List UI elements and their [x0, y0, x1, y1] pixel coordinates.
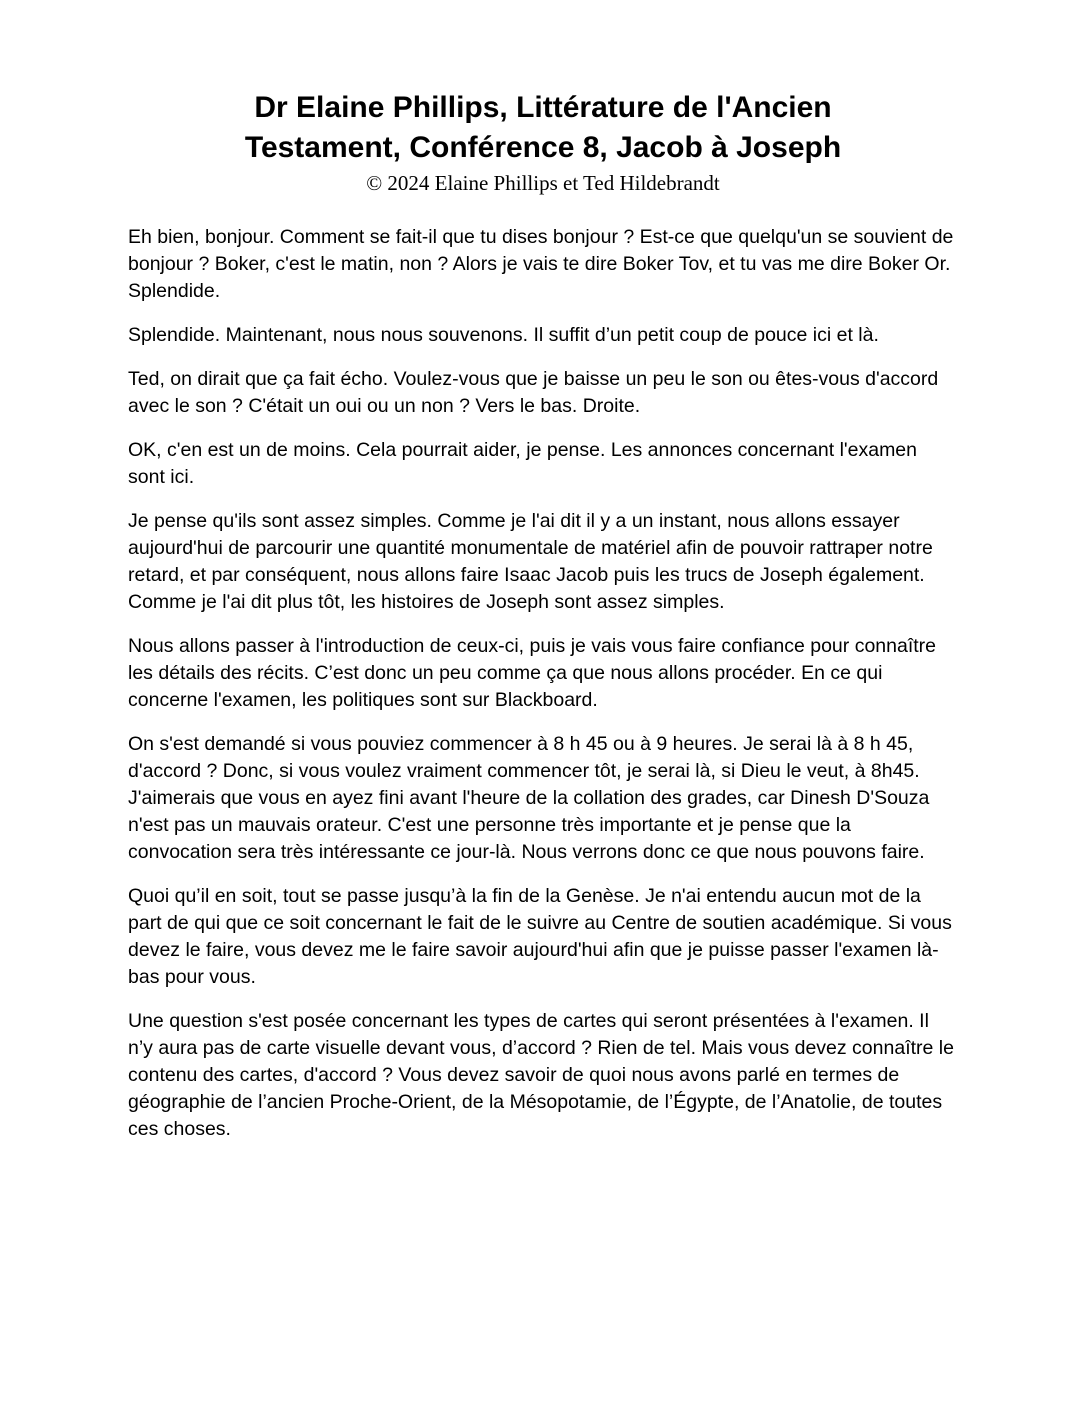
paragraph-6: Nous allons passer à l'introduction de ceux-ci, puis je vais vous faire confiance pour connaître les détails des récits. C’est donc un peu comme ça que nous allons procéder. En ce qui concerne l'examen, les politiques sont sur Blackboard.	[128, 635, 936, 711]
paragraph-2: Splendide. Maintenant, nous nous souvenons. Il suffit d’un petit coup de pouce ici et là.	[128, 324, 879, 346]
title-line-1: Dr Elaine Phillips, Littérature de l'Ancien	[254, 91, 832, 124]
paragraph-5: Je pense qu'ils sont assez simples. Comme je l'ai dit il y a un instant, nous allons essayer aujourd'hui de parcourir une quantité monumentale de matériel afin de pouvoir rattraper notre retard, et par conséquent, nous allons faire Isaac Jacob puis les trucs de Joseph également. Comme je l'ai dit plus tôt, les histoires de Joseph sont assez simples.	[128, 510, 933, 613]
paragraph-8: Quoi qu’il en soit, tout se passe jusqu’à la fin de la Genèse. Je n'ai entendu aucun mot de la part de qui que ce soit concernant le fait de le suivre au Centre de soutien académique. Si vous devez le faire, vous devez me le faire savoir aujourd'hui afin que je puisse passer l'examen là-bas pour vous.	[128, 885, 952, 988]
copyright-line: © 2024 Elaine Phillips et Ted Hildebrandt	[366, 171, 720, 195]
paragraph-9: Une question s'est posée concernant les types de cartes qui seront présentées à l'examen. Il n’y aura pas de carte visuelle devant vous, d’accord ? Rien de tel. Mais vous devez connaître le contenu des cartes, d'accord ? Vous devez savoir de quoi nous avons parlé en termes de géographie de l’ancien Proche-Orient, de la Mésopotamie, de l’Égypte, de l’Anatolie, de toutes ces choses.	[128, 1010, 954, 1140]
paragraph-1: Eh bien, bonjour. Comment se fait-il que tu dises bonjour ? Est-ce que quelqu'un se souvient de bonjour ? Boker, c'est le matin, non ? Alors je vais te dire Boker Tov, et tu vas me dire Boker Or. Splendide.	[128, 226, 954, 302]
paragraph-4: OK, c'en est un de moins. Cela pourrait aider, je pense. Les annonces concernant l'examen sont ici.	[128, 439, 917, 488]
paragraph-3: Ted, on dirait que ça fait écho. Voulez-vous que je baisse un peu le son ou êtes-vous d'accord avec le son ? C'était un oui ou un non ? Vers le bas. Droite.	[128, 368, 939, 417]
document-body	[128, 224, 958, 1143]
paragraph-7: On s'est demandé si vous pouviez commencer à 8 h 45 ou à 9 heures. Je serai là à 8 h 45, d'accord ? Donc, si vous voulez vraiment commencer tôt, je serai là, si Dieu le veut, à 8h45. J'aimerais que vous en ayez fini avant l'heure de la collation des grades, car Dinesh D'Souza n'est pas un mauvais orateur. C'est une personne très importante et je pense que la convocation sera très intéressante ce jour-là. Nous verrons donc ce que nous pouvons faire.	[128, 733, 930, 863]
document-title	[128, 88, 958, 168]
title-line-2: Testament, Conférence 8, Jacob à Joseph	[244, 131, 842, 164]
